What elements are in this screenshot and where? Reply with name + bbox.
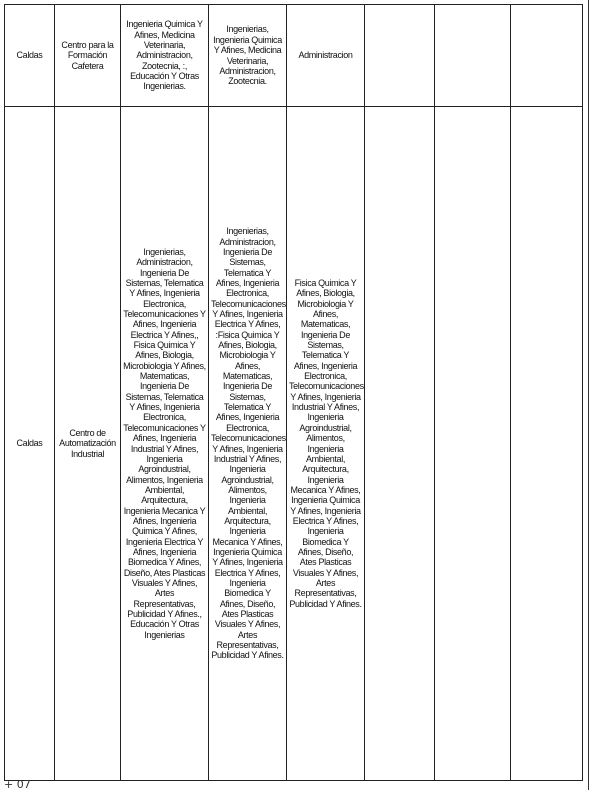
programas-cell: Fisica Quimica Y Afines, Biologia, Microbiologia Y Afines, Matematicas, Ingenieria De Sistemas, Telematica Y Afines, Ingenieria Electronica, Telecomunicaciones Y Afines, Ingenieria Industrial Y Afines, Ingenieria Agroindustrial, Alimentos, Ingenieria Ambiental, Arquitectura, Ingenieria Mecanica Y Afines, Ingenieria Quimica Y Afines, Ingenieria Electrica Y Afines, Ingenieria Biomedica Y Afines, Diseño, Ates Plasticas Visuales Y Afines, Artes Representativas, Publicidad Y Afines. [287, 107, 365, 781]
empty-cell [511, 107, 583, 781]
programas-cell: Ingenieria Quimica Y Afines, Medicina Veterinaria, Administracion, Zootecnia, :, Educación Y Otras Ingenierias. [121, 5, 209, 107]
programas-cell: Ingenierias, Administracion, Ingenieria De Sistemas, Telematica Y Afines, Ingenieria Electronica, Telecomunicaciones Y Afines, Ingenieria Electrica Y Afines,, Fisica Quimica Y Afines, Biologia, Microbiologia Y Afines, Matematicas, Ingenieria De Sistemas, Telematica Y Afines, Ingenieria Electronica, Telecomunicaciones Y Afines, Ingenieria Industrial Y Afines, Ingenieria Agroindustrial, Alimentos, Ingenieria Ambiental, Arquitectura, Ingenieria Mecanica Y Afines, Ingenieria Quimica Y Afines, Ingenieria Electrica Y Afines, Ingenieria Biomedica Y Afines, Diseño, Ates Plasticas Visuales Y Afines, Artes Representativas, Publicidad Y Afines., Educación Y Otras Ingenierias [121, 107, 209, 781]
empty-cell [365, 107, 435, 781]
centro-cell: Centro para la Formación Cafetera [55, 5, 121, 107]
empty-cell [365, 5, 435, 107]
handwritten-mark: + 07 [4, 778, 31, 791]
centro-cell: Centro de Automatización Industrial [55, 107, 121, 781]
departamento-cell: Caldas [5, 5, 55, 107]
programas-cell: Ingenierias, Ingenieria Quimica Y Afines, Medicina Veterinaria, Administracion, Zootecnia. [209, 5, 287, 107]
programs-table [4, 4, 583, 781]
empty-cell [435, 5, 511, 107]
departamento-cell: Caldas [5, 107, 55, 781]
empty-cell [435, 107, 511, 781]
scan-edge-line [588, 0, 589, 790]
empty-cell [511, 5, 583, 107]
table-row [5, 5, 583, 107]
programas-cell: Administracion [287, 5, 365, 107]
programas-cell: Ingenierias, Administracion, Ingenieria De Sistemas, Telematica Y Afines, Ingenieria Electronica, Telecomunicaciones Y Afines, Ingenieria Electrica Y Afines, :Fisica Quimica Y Afines, Biologia, Microbiologia Y Afines, Matematicas, Ingenieria De Sistemas, Telematica Y Afines, Ingenieria Electronica, Telecomunicaciones Y Afines, Ingenieria Industrial Y Afines, Ingenieria Agroindustrial, Alimentos, Ingenieria Ambiental, Arquitectura, Ingenieria Mecanica Y Afines, Ingenieria Quimica Y Afines, Ingenieria Electrica Y Afines, Ingenieria Biomedica Y Afines, Diseño, Ates Plasticas Visuales Y Afines, Artes Representativas, Publicidad Y Afines. [209, 107, 287, 781]
table-row [5, 107, 583, 781]
